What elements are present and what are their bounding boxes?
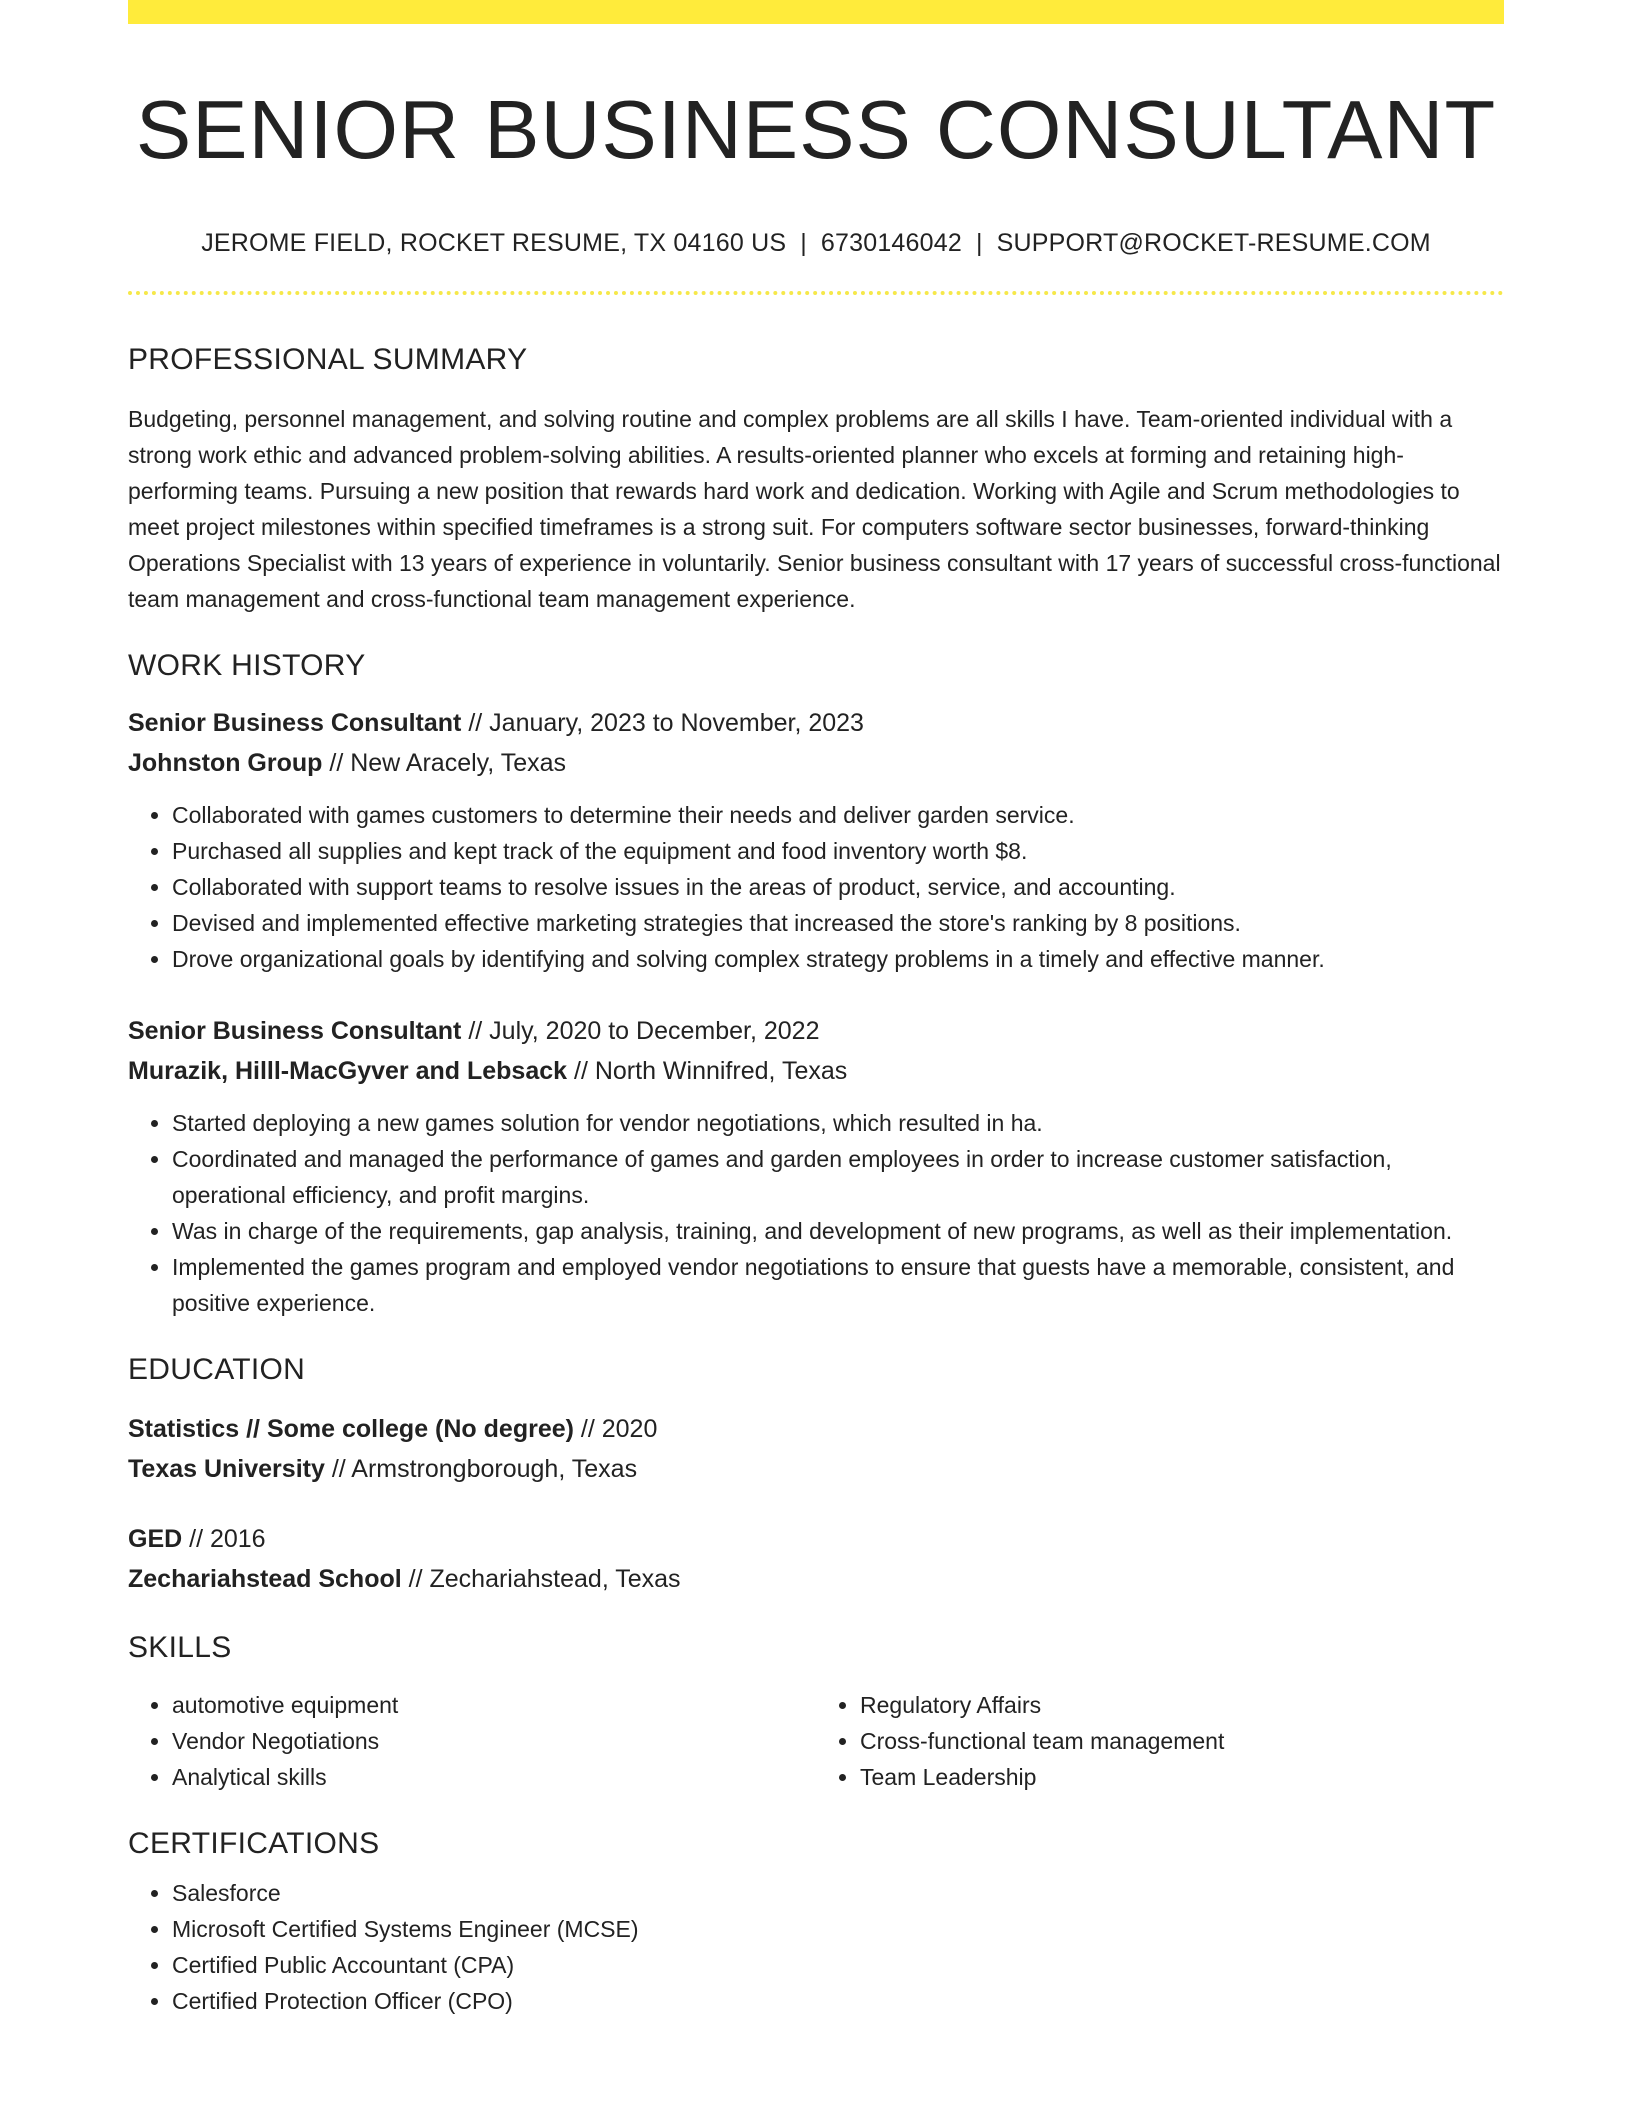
skill-item: • Regulatory Affairs (860, 1687, 1504, 1723)
skill-item: • Team Leadership (860, 1759, 1504, 1795)
job-bullets (128, 1105, 1504, 1321)
contact-email: SUPPORT@ROCKET-RESUME.COM (996, 229, 1431, 258)
skill-item: • Vendor Negotiations (172, 1723, 816, 1759)
job-bullet: • Coordinated and managed the performance of games and garden employees in order to increase customer satisfaction, operational efficiency, and profit margins. (172, 1141, 1504, 1213)
resume-title: SENIOR BUSINESS CONSULTANT (135, 83, 1497, 176)
job-bullet: • Collaborated with support teams to resolve issues in the areas of product, service, and accounting. (172, 869, 1504, 905)
education-heading: EDUCATION (128, 1353, 306, 1387)
summary-text: Budgeting, personnel management, and solving routine and complex problems are all skills I have. Team-oriented individual with a strong work ethic and advanced problem-solving abilities. A results-oriented planner who excels at forming and retaining high-performing teams. Pursuing a new position that rewards hard work and dedication. Working with Agile and Scrum methodologies to meet project milestones within specified timeframes is a strong suit. For computers software sector businesses, forward-thinking Operations Specialist with 13 years of experience in voluntarily. Senior business consultant with 17 years of successful cross-functional team management and cross-functional team management experience. (128, 406, 1501, 613)
job-bullet: • Was in charge of the requirements, gap analysis, training, and development of new programs, as well as their implementation. (172, 1213, 1504, 1249)
job-bullets (128, 797, 1504, 977)
skills-grid (128, 1687, 1504, 1795)
job-dates: // July, 2020 to December, 2022 (461, 1017, 820, 1046)
job-company-line (128, 1051, 1504, 1091)
summary-heading: PROFESSIONAL SUMMARY (128, 343, 528, 377)
accent-bar (128, 0, 1504, 24)
job-title-line (128, 1011, 1504, 1051)
education-entry (128, 1409, 1504, 1489)
education-location: // Zechariahstead, Texas (401, 1565, 681, 1594)
job-location: // New Aracely, Texas (322, 749, 567, 778)
job-entry (128, 1011, 1504, 1321)
education-school: Zechariahstead School (128, 1565, 402, 1594)
education-year: // 2016 (182, 1525, 266, 1554)
skill-item: • Cross-functional team management (860, 1723, 1504, 1759)
job-company-line (128, 743, 1504, 783)
work-history-heading: WORK HISTORY (128, 649, 366, 683)
education-year: // 2020 (573, 1415, 658, 1444)
contact-address: JEROME FIELD, ROCKET RESUME, TX 04160 US (201, 229, 787, 258)
education-school-line (128, 1449, 1504, 1489)
job-bullet: • Started deploying a new games solution for vendor negotiations, which resulted in ha. (172, 1105, 1504, 1141)
certifications-list (128, 1875, 1504, 2019)
skill-item: • automotive equipment (172, 1687, 816, 1723)
certification-item: • Salesforce (172, 1875, 1504, 1911)
job-entry (128, 703, 1504, 977)
skills-column-left (128, 1687, 816, 1795)
education-degree: GED (128, 1525, 183, 1554)
job-dates: // January, 2023 to November, 2023 (461, 709, 864, 738)
education-school: Texas University (128, 1455, 325, 1484)
skills-heading: SKILLS (128, 1631, 232, 1665)
header-divider (128, 291, 1504, 295)
job-bullet: • Purchased all supplies and kept track of the equipment and food inventory worth $8. (172, 833, 1504, 869)
job-company: Johnston Group (128, 749, 323, 778)
certifications-heading: CERTIFICATIONS (128, 1827, 380, 1861)
certification-item: • Certified Protection Officer (CPO) (172, 1983, 1504, 2019)
skills-column-right (816, 1687, 1504, 1795)
job-title: Senior Business Consultant (128, 709, 462, 738)
contact-separator: | (975, 229, 983, 258)
job-company: Murazik, Hilll-MacGyver and Lebsack (128, 1057, 568, 1086)
skill-item: • Analytical skills (172, 1759, 816, 1795)
job-bullet: • Collaborated with games customers to determine their needs and deliver garden service. (172, 797, 1504, 833)
job-bullet: • Devised and implemented effective marketing strategies that increased the store's ranking by 8 positions. (172, 905, 1504, 941)
contact-separator: | (800, 229, 807, 258)
job-bullet: • Drove organizational goals by identifying and solving complex strategy problems in a timely and effective manner. (172, 941, 1504, 977)
resume-page (128, 0, 1504, 2019)
education-degree: Statistics // Some college (No degree) (128, 1415, 574, 1444)
education-degree-line (128, 1519, 1504, 1559)
certification-item: • Microsoft Certified Systems Engineer (MCSE) (172, 1911, 1504, 1947)
education-entry (128, 1519, 1504, 1599)
education-degree-line (128, 1409, 1504, 1449)
job-title: Senior Business Consultant (128, 1017, 462, 1046)
contact-line (128, 229, 1504, 258)
job-bullet: • Implemented the games program and employed vendor negotiations to ensure that guests have a memorable, consistent, and positive experience. (172, 1249, 1504, 1321)
job-location: // North Winnifred, Texas (567, 1057, 848, 1086)
education-location: // Armstrongborough, Texas (324, 1455, 638, 1484)
contact-phone: 6730146042 (820, 229, 962, 258)
education-school-line (128, 1559, 1504, 1599)
certification-item: • Certified Public Accountant (CPA) (172, 1947, 1504, 1983)
job-title-line (128, 703, 1504, 743)
